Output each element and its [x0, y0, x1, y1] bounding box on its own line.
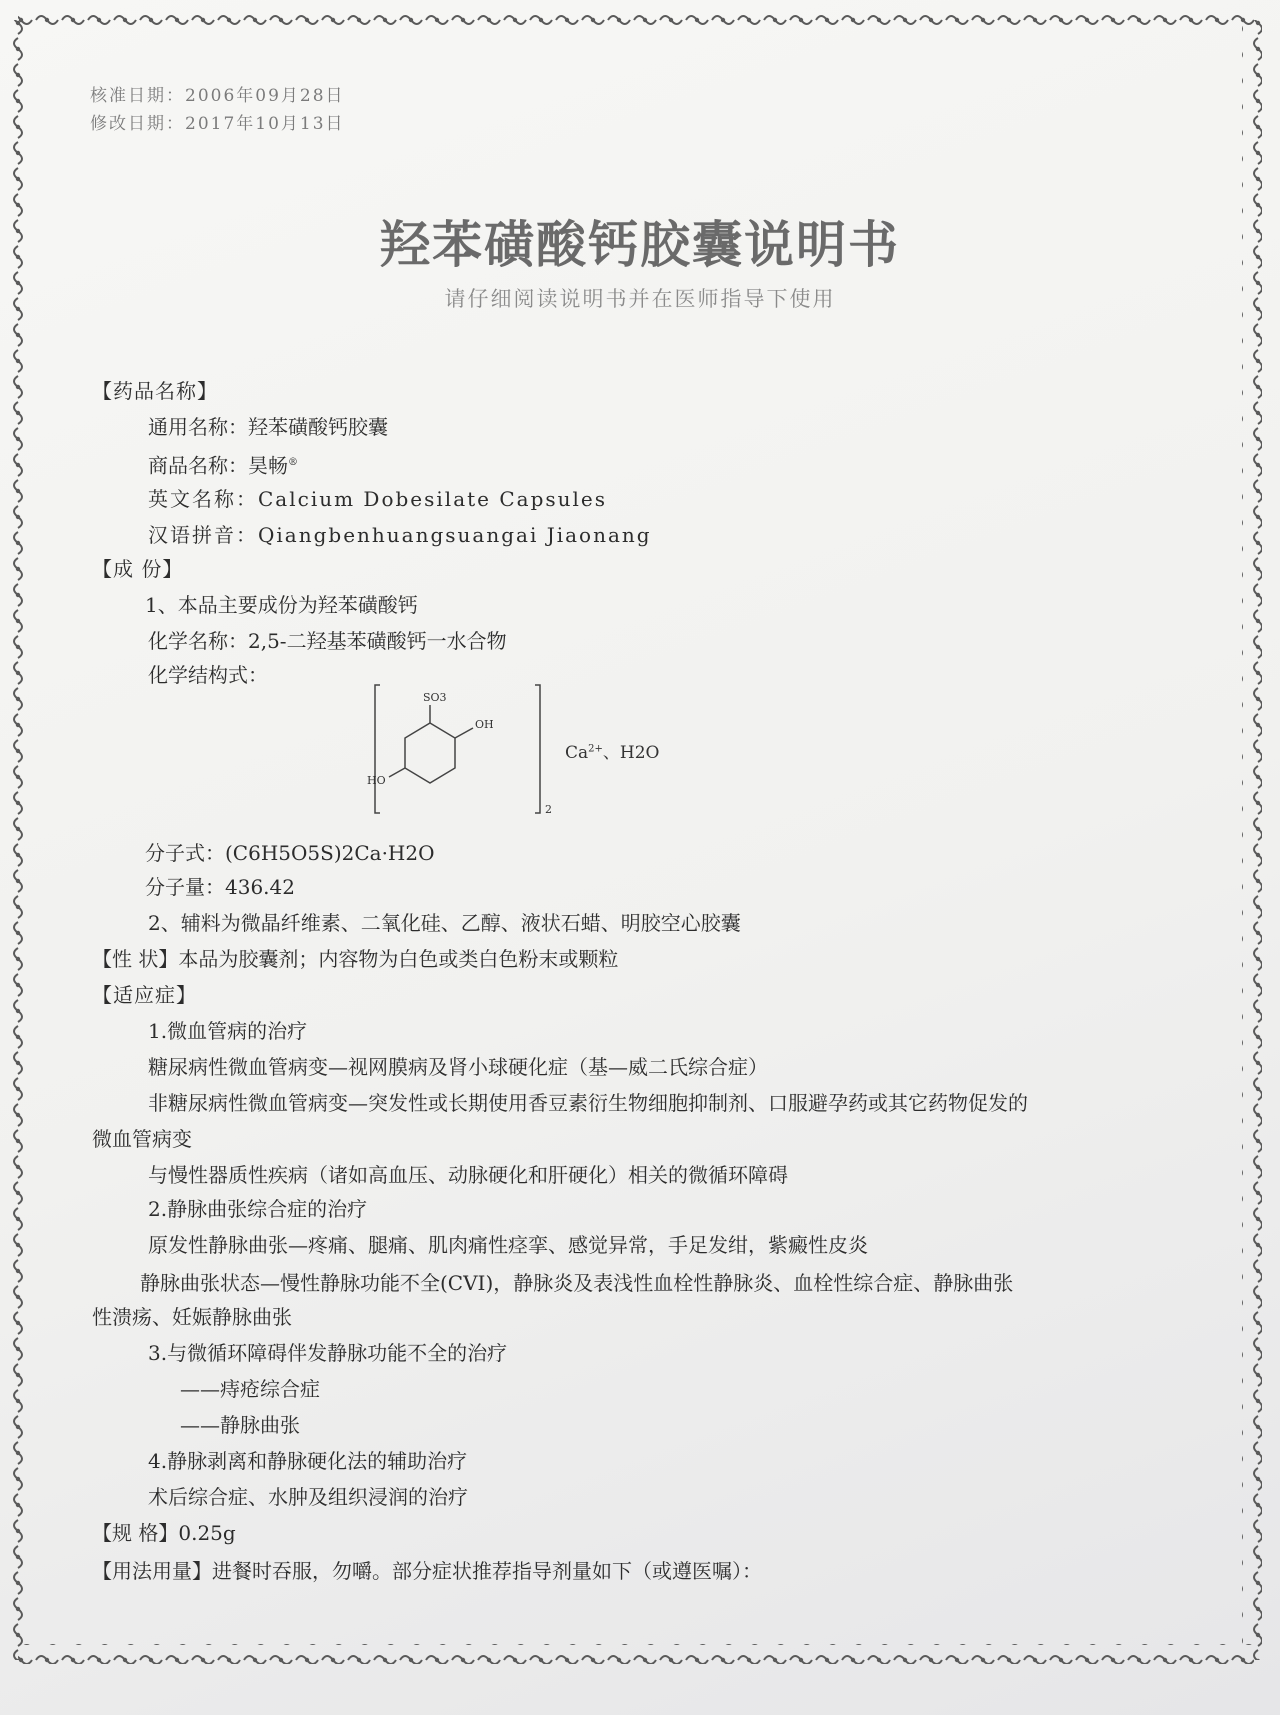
- indication-2: 2.静脉曲张综合症的治疗: [148, 1197, 368, 1221]
- document-title: 羟苯磺酸钙胶囊说明书: [380, 215, 900, 274]
- generic-name: 通用名称：羟苯磺酸钙胶囊: [148, 415, 388, 439]
- molecular-formula: (C6H5O5S)2Ca·H2O: [225, 841, 435, 865]
- benzene-ring: [405, 723, 455, 783]
- indication-3b: ——静脉曲张: [180, 1413, 300, 1437]
- indication-1b: 非糖尿病性微血管病变—突发性或长期使用香豆素衍生物细胞抑制剂、口服避孕药或其它药物促发的: [148, 1091, 1028, 1115]
- document-subtitle: 请仔细阅读说明书并在医师指导下使用: [444, 287, 836, 311]
- specification-section: 【规 格】0.25g: [92, 1521, 236, 1545]
- indication-2b: 静脉曲张状态—慢性静脉功能不全(CVI)，静脉炎及表浅性血栓性静脉炎、血栓性综合症、静脉曲张: [140, 1271, 1014, 1295]
- chemical-name: 化学名称：2,5-二羟基苯磺酸钙一水合物: [148, 629, 507, 653]
- subscript-2: 2: [545, 803, 552, 816]
- indication-3: 3.与微循环障碍伴发静脉功能不全的治疗: [148, 1341, 508, 1365]
- ho-bond: [389, 768, 405, 777]
- indication-4: 4.静脉剥离和静脉硬化法的辅助治疗: [148, 1449, 468, 1473]
- indication-2b-continued: 性溃疡、妊娠静脉曲张: [92, 1305, 292, 1329]
- indication-1a: 糖尿病性微血管病变—视网膜病及肾小球硬化症（基—威二氏综合症）: [148, 1055, 768, 1079]
- indication-1c: 与慢性器质性疾病（诸如高血压、动脉硬化和肝硬化）相关的微循环障碍: [148, 1163, 788, 1187]
- ho-label: HO: [367, 774, 386, 787]
- drug-name-header: 【药品名称】: [92, 379, 218, 403]
- oh-bond: [455, 728, 473, 738]
- indications-header: 【适应症】: [92, 983, 197, 1007]
- composition-header: 【成 份】: [92, 557, 184, 581]
- water-label: 、H2O: [602, 743, 660, 763]
- molecular-formula-label: 分子式：: [145, 841, 225, 865]
- chemical-structure-label: 化学结构式：: [148, 663, 268, 687]
- composition-item-2: 2、辅料为微晶纤维素、二氧化硅、乙醇、液状石蜡、明胶空心胶囊: [148, 911, 741, 935]
- properties-section: 【性 状】本品为胶囊剂；内容物为白色或类白色粉末或颗粒: [92, 947, 619, 971]
- dosage-section: 【用法用量】进餐时吞服，勿嚼。部分症状推荐指导剂量如下（或遵医嘱）：: [92, 1559, 762, 1583]
- counter-ion-label: [565, 738, 659, 763]
- left-bracket: [375, 685, 380, 813]
- calcium-label: Ca: [565, 743, 589, 763]
- right-bracket: [535, 685, 540, 813]
- approval-date: 核准日期：2006年09月28日: [90, 86, 345, 106]
- indication-1b-continued: 微血管病变: [92, 1127, 192, 1151]
- composition-item-1: 1、本品主要成份为羟苯磺酸钙: [145, 593, 418, 617]
- indication-2a: 原发性静脉曲张—疼痛、腿痛、肌肉痛性痉挛、感觉异常，手足发绀，紫癜性皮炎: [148, 1233, 868, 1257]
- indication-1: 1.微血管病的治疗: [148, 1019, 308, 1043]
- revision-date: 修改日期：2017年10月13日: [90, 114, 345, 134]
- indication-4a: 术后综合症、水肿及组织浸润的治疗: [148, 1485, 468, 1509]
- english-name: 英文名称：Calcium Dobesilate Capsules: [148, 487, 608, 511]
- date-block: [90, 82, 345, 138]
- calcium-charge: 2+: [588, 743, 603, 755]
- pinyin-name: 汉语拼音：Qiangbenhuangsuangai Jiaonang: [148, 523, 652, 547]
- molecular-formula-row: [145, 838, 435, 868]
- molecular-weight: 分子量：436.42: [145, 875, 295, 899]
- oh-label: OH: [475, 718, 494, 731]
- so3-label: SO3: [423, 691, 447, 704]
- trade-name: 商品名称：昊畅: [148, 453, 288, 478]
- registered-mark: ®: [288, 457, 298, 468]
- indication-3a: ——痔疮综合症: [180, 1377, 320, 1401]
- trade-name-row: [148, 448, 298, 481]
